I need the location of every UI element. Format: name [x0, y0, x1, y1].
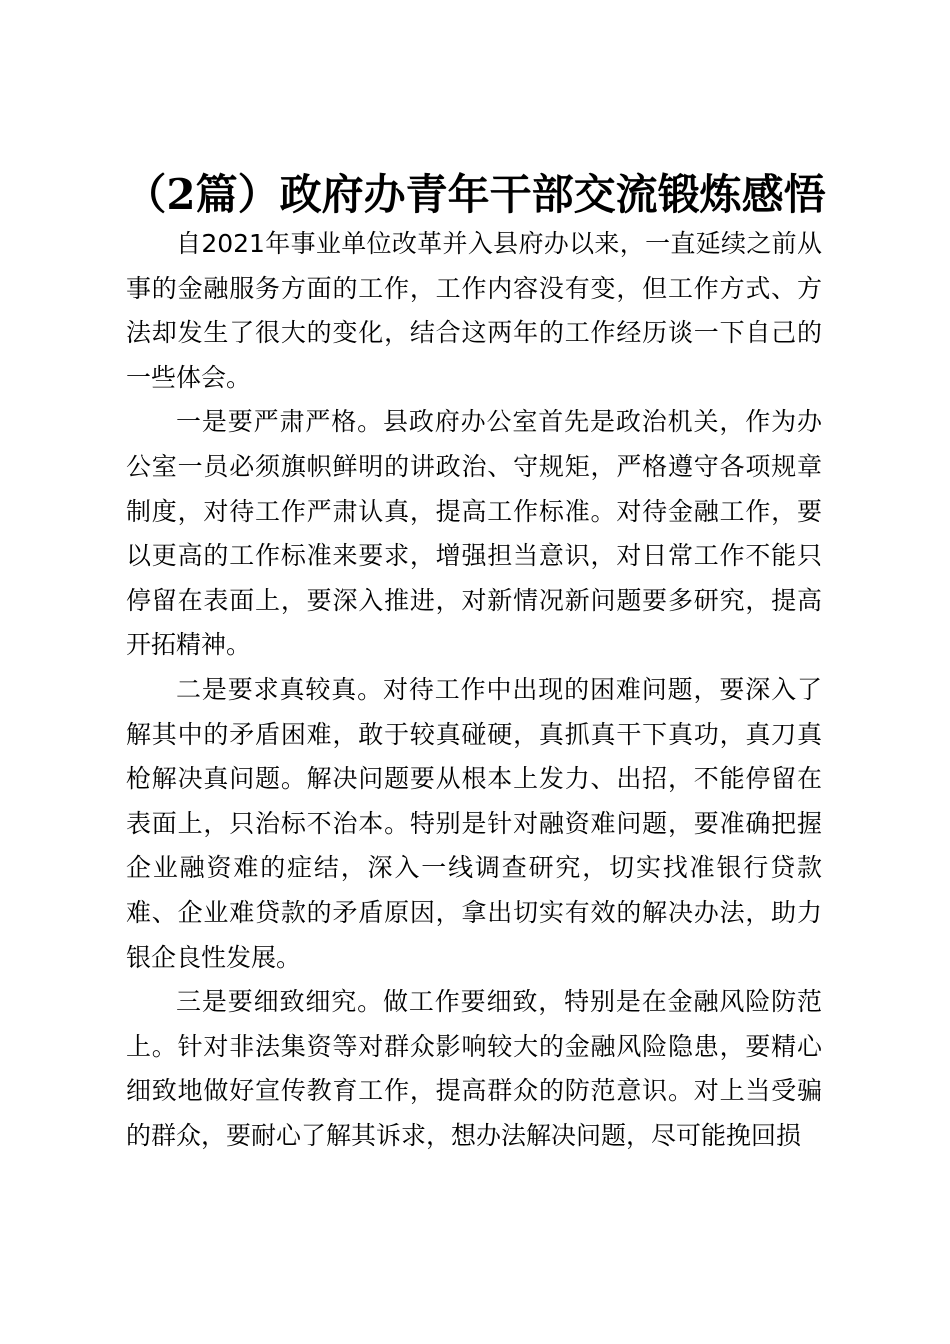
paragraph-point-2: 二是要求真较真。对待工作中出现的困难问题，要深入了解其中的矛盾困难，敢于较真碰硬，真抓真干下真功，真刀真枪解决真问题。解决问题要从根本上发力、出招，不能停留在表面上，只治标不治本。特别是针对融资难问题，要准确把握企业融资难的症结，深入一线调查研究，切实找准银行贷款难、企业难贷款的矛盾原因，拿出切实有效的解决办法，助力银企良性发展。: [126, 674, 822, 972]
paragraph-point-3: 三是要细致细究。做工作要细致，特别是在金融风险防范上。针对非法集资等对群众影响较大的金融风险隐患，要精心细致地做好宣传教育工作，提高群众的防范意识。对上当受骗的群众，要耐心了解其诉求，想办法解决问题，尽可能挽回损: [126, 987, 822, 1150]
document-title: （2篇）政府办青年干部交流锻炼感悟: [124, 170, 826, 219]
paragraph-point-1: 一是要严肃严格。县政府办公室首先是政治机关，作为办公室一员必须旗帜鲜明的讲政治、守规矩，严格遵守各项规章制度，对待工作严肃认真，提高工作标准。对待金融工作，要以更高的工作标准来要求，增强担当意识，对日常工作不能只停留在表面上，要深入推进，对新情况新问题要多研究，提高开拓精神。: [126, 407, 822, 660]
paragraph-intro: 自2021年事业单位改革并入县府办以来，一直延续之前从事的金融服务方面的工作，工作内容没有变，但工作方式、方法却发生了很大的变化，结合这两年的工作经历谈一下自己的一些体会。: [126, 229, 822, 392]
document-body: [126, 222, 822, 1158]
